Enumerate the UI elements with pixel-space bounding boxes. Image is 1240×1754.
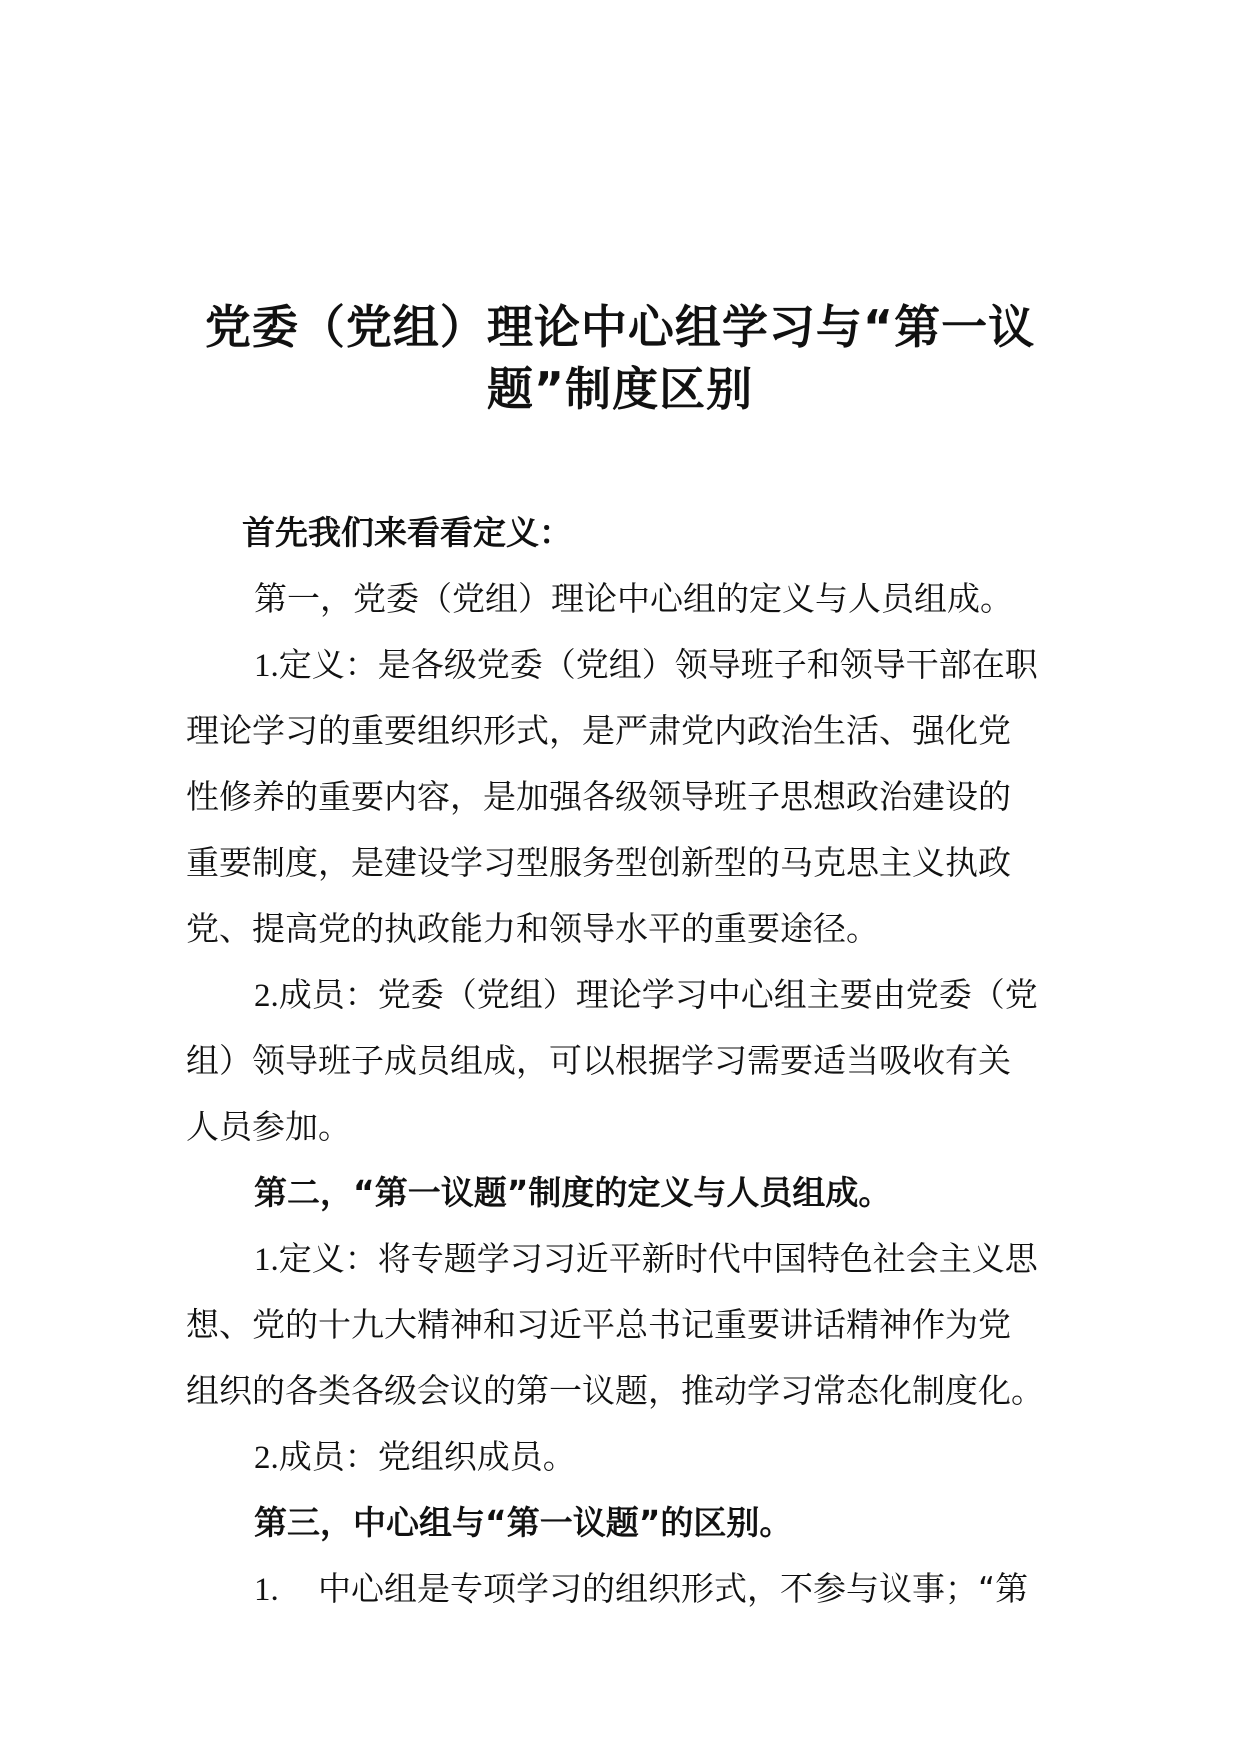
section-1-definition-number: 1. [254, 648, 279, 684]
section-2-members [186, 1424, 1054, 1490]
section-2-members-line [186, 1424, 1054, 1490]
section-3-heading [186, 1490, 1054, 1556]
title-line-1: 党委（党组）理论中心组学习与“第一议 [204, 300, 1036, 354]
section-1-definition-line: 重要制度，是建设学习型服务型创新型的马克思主义执政 [186, 843, 1011, 882]
section-1-members-line: 组）领导班子成员组成，可以根据学习需要适当吸收有关 [186, 1041, 1011, 1080]
section-2-heading-text: 第二，“第一议题”制度的定义与人员组成。 [254, 1173, 892, 1212]
section-1-members [186, 962, 1054, 1160]
section-1-definition-text: 定义：是各级党委（党组）领导班子和领导干部在职 [278, 645, 1038, 684]
section-2-members-text: 成员：党组织成员。 [278, 1437, 576, 1476]
section-1-members-line: 人员参加。 [186, 1107, 351, 1146]
intro-text: 首先我们来看看定义： [242, 513, 572, 552]
title-line-2: 题”制度区别 [486, 362, 754, 416]
section-3-heading-text: 第三，中心组与“第一议题”的区别。 [254, 1503, 793, 1542]
section-2-definition-text: 定义：将专题学习习近平新时代中国特色社会主义思 [278, 1239, 1038, 1278]
section-2-heading [186, 1160, 1054, 1226]
section-1-members-number: 2. [254, 978, 279, 1014]
section-3-item-1-number: 1. [254, 1572, 279, 1608]
document-body [186, 500, 1054, 1622]
section-1-definition [186, 632, 1054, 962]
section-2-definition-line: 组织的各类各级会议的第一议题，推动学习常态化制度化。 [186, 1371, 1044, 1410]
section-3-item-1-line [186, 1556, 1054, 1622]
document-title [190, 296, 1050, 420]
section-2-definition-number: 1. [254, 1242, 279, 1278]
intro-paragraph [186, 500, 1054, 566]
section-1-definition-line: 党、提高党的执政能力和领导水平的重要途径。 [186, 909, 879, 948]
section-3-item-1-text: 中心组是专项学习的组织形式，不参与议事；“第 [318, 1569, 1029, 1608]
section-1-definition-line: 性修养的重要内容，是加强各级领导班子思想政治建设的 [186, 777, 1011, 816]
section-3-item-1 [186, 1556, 1054, 1622]
section-2-definition-line [186, 1226, 1054, 1292]
section-1-members-text: 成员：党委（党组）理论学习中心组主要由党委（党 [278, 975, 1038, 1014]
section-1-definition-line [186, 632, 1054, 698]
section-1-definition-line: 理论学习的重要组织形式，是严肃党内政治生活、强化党 [186, 711, 1011, 750]
section-1-heading [186, 566, 1054, 632]
section-2-definition [186, 1226, 1054, 1424]
section-2-members-number: 2. [254, 1440, 279, 1476]
section-2-definition-line: 想、党的十九大精神和习近平总书记重要讲话精神作为党 [186, 1305, 1011, 1344]
section-1-heading-text: 第一，党委（党组）理论中心组的定义与人员组成。 [254, 579, 1013, 618]
section-1-members-line [186, 962, 1054, 1028]
